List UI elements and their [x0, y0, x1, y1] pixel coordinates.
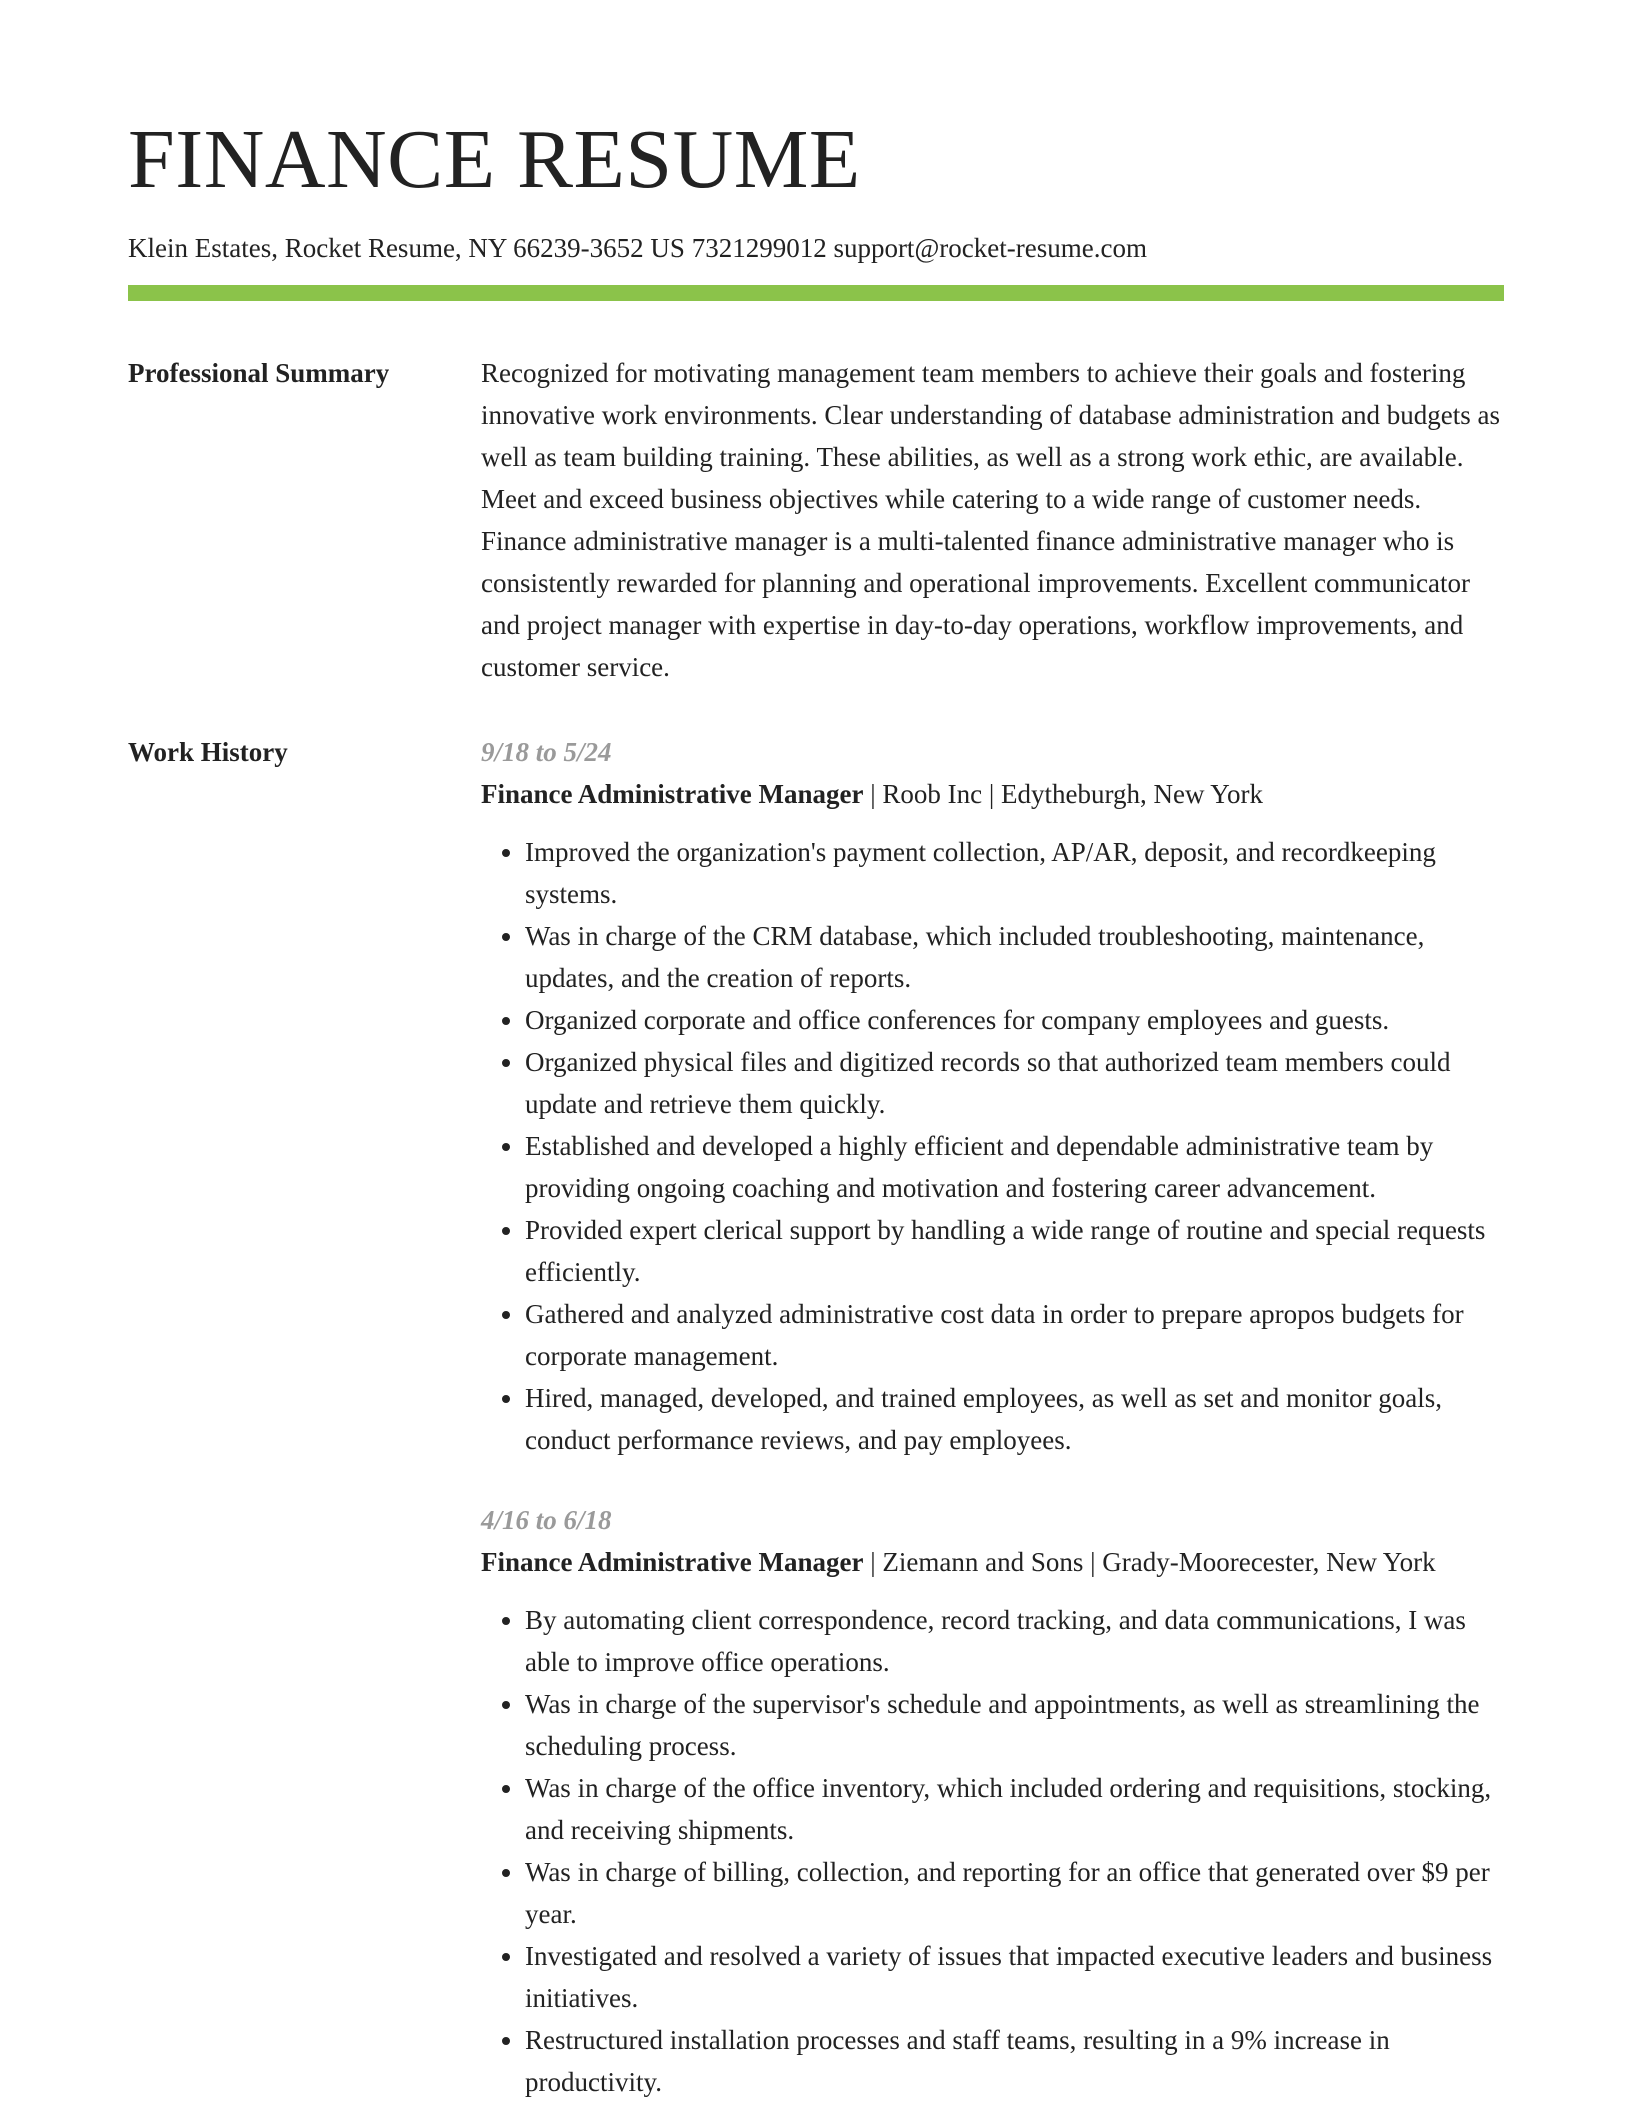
job-title: Finance Administrative Manager: [481, 779, 864, 810]
job-company-location: | Ziemann and Sons | Grady-Moorecester, New York: [863, 1547, 1436, 1578]
section-label-work-history: Work History: [128, 737, 288, 768]
job-bullet: • Was in charge of the CRM database, which included troubleshooting, maintenance, updates, and the creation of reports.: [525, 915, 1504, 999]
job-heading: [481, 1541, 1504, 1583]
section-label-professional-summary: Professional Summary: [128, 358, 390, 389]
job-bullet: • Was in charge of the office inventory, which included ordering and requisitions, stocking, and receiving shipments.: [525, 1767, 1504, 1851]
job-title: Finance Administrative Manager: [481, 1547, 864, 1578]
professional-summary-text: Recognized for motivating management team members to achieve their goals and fostering innovative work environments. Clear understanding of database administration and budgets as well as team building training. These abilities, as well as a strong work ethic, are available. Meet and exceed business objectives while catering to a wide range of customer needs. Finance administrative manager is a multi-talented finance administrative manager who is consistently rewarded for planning and operational improvements. Excellent communicator and project manager with expertise in day-to-day operations, workflow improvements, and customer service.: [481, 358, 1500, 683]
job-bullet: • Restructured installation processes and staff teams, resulting in a 9% increase in productivity.: [525, 2019, 1504, 2103]
job-bullet: • Was in charge of the supervisor's schedule and appointments, as well as streamlining the scheduling process.: [525, 1683, 1504, 1767]
contact-email: support@rocket-resume.com: [833, 233, 1147, 263]
job-bullet: • Established and developed a highly efficient and dependable administrative team by providing ongoing coaching and motivation and fostering career advancement.: [525, 1125, 1504, 1209]
resume-title: FINANCE RESUME: [128, 113, 861, 206]
job-company-location: | Roob Inc | Edytheburgh, New York: [863, 779, 1264, 810]
accent-divider: [128, 285, 1504, 301]
job-bullet-list: [481, 831, 1504, 1461]
job-entry: [481, 731, 1504, 1461]
job-date: 9/18 to 5/24: [481, 737, 612, 768]
job-bullet: • Improved the organization's payment collection, AP/AR, deposit, and recordkeeping systems.: [525, 831, 1504, 915]
work-history-section: [128, 731, 1504, 2103]
job-bullet: • By automating client correspondence, record tracking, and data communications, I was able to improve office operations.: [525, 1599, 1504, 1683]
job-bullet: • Gathered and analyzed administrative cost data in order to prepare apropos budgets for corporate management.: [525, 1293, 1504, 1377]
contact-address: Klein Estates, Rocket Resume, NY 66239-3652 US: [128, 233, 685, 263]
job-heading: [481, 773, 1504, 815]
job-date: 4/16 to 6/18: [481, 1505, 612, 1536]
job-bullet: • Was in charge of billing, collection, and reporting for an office that generated over $9 per year.: [525, 1851, 1504, 1935]
contact-line: [128, 232, 1504, 264]
job-bullet: • Hired, managed, developed, and trained employees, as well as set and monitor goals, conduct performance reviews, and pay employees.: [525, 1377, 1504, 1461]
professional-summary-section: [128, 352, 1504, 688]
job-bullet-list: [481, 1599, 1504, 2103]
job-entry: [481, 1499, 1504, 2103]
job-bullet: • Provided expert clerical support by handling a wide range of routine and special requests efficiently.: [525, 1209, 1504, 1293]
job-bullet: • Organized physical files and digitized records so that authorized team members could update and retrieve them quickly.: [525, 1041, 1504, 1125]
contact-phone: 7321299012: [691, 233, 827, 263]
job-bullet: • Investigated and resolved a variety of issues that impacted executive leaders and business initiatives.: [525, 1935, 1504, 2019]
job-bullet: • Organized corporate and office conferences for company employees and guests.: [525, 999, 1504, 1041]
work-history-content: [481, 731, 1504, 2103]
